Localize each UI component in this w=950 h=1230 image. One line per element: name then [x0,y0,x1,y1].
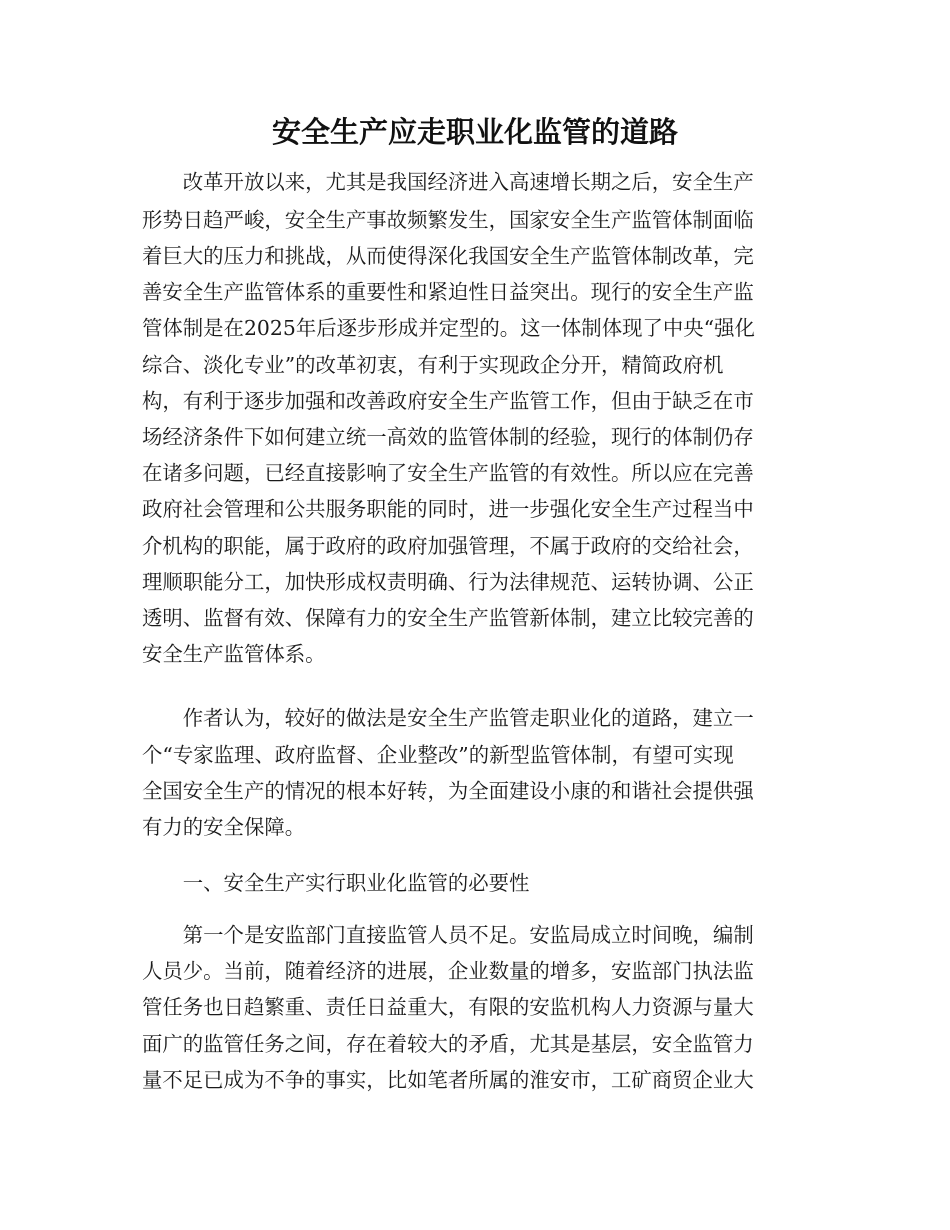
paragraph-1-line: 善安全生产监管体系的重要性和紧迫性日益突出。现行的安全生产监 [142,280,754,304]
paragraph-4-line: 人员少。当前，随着经济的进展，企业数量的增多，安监部门执法监 [142,959,754,983]
paragraph-2-line: 有力的安全保障。 [142,815,306,839]
paragraph-2-line: 全国安全生产的情况的根本好转，为全面建设小康的和谐社会提供强 [142,779,754,803]
paragraph-1-line: 透明、监督有效、保障有力的安全生产监管新体制，建立比较完善的 [142,606,754,630]
paragraph-2-line: 个“专家监理、政府监督、企业整改”的新型监管体制，有望可实现 [142,743,734,767]
paragraph-1-line: 管体制是在2025年后逐步形成并定型的。这一体制体现了中央“强化 [142,316,755,340]
paragraph-1-line: 政府社会管理和公共服务职能的同时，进一步强化安全生产过程当中 [142,497,754,521]
paragraph-4-line: 管任务也日趋繁重、责任日益重大，有限的安监机构人力资源与量大 [142,995,754,1019]
paragraph-1-line: 着巨大的压力和挑战，从而使得深化我国安全生产监管体制改革，完 [142,244,754,268]
paragraph-1-line: 理顺职能分工，加快形成权责明确、行为法律规范、运转协调、公正 [142,570,754,594]
paragraph-4-line: 第一个是安监部门直接监管人员不足。安监局成立时间晚，编制 [142,923,754,947]
paragraph-4-line: 面广的监管任务之间，存在着较大的矛盾，尤其是基层，安全监管力 [142,1032,754,1056]
paragraph-1-line: 在诸多问题，已经直接影响了安全生产监管的有效性。所以应在完善 [142,461,754,485]
document-title: 安全生产应走职业化监管的道路 [271,115,678,149]
paragraph-4-line: 量不足已成为不争的事实，比如笔者所属的淮安市，工矿商贸企业大 [142,1068,754,1092]
paragraph-1-line: 改革开放以来，尤其是我国经济进入高速增长期之后，安全生产 [142,170,754,194]
paragraph-1-line: 形势日趋严峻，安全生产事故频繁发生，国家安全生产监管体制面临 [142,208,754,232]
paragraph-1-line: 场经济条件下如何建立统一高效的监管体制的经验，现行的体制仍存 [142,425,754,449]
paragraph-1-line: 安全生产监管体系。 [142,642,326,666]
section-heading: 一、安全生产实行职业化监管的必要性 [142,871,530,895]
paragraph-2-line: 作者认为，较好的做法是安全生产监管走职业化的道路，建立一 [142,706,754,730]
paragraph-1-line: 构，有利于逐步加强和改善政府安全生产监管工作，但由于缺乏在市 [142,389,754,413]
paragraph-1-line: 介机构的职能，属于政府的政府加强管理，不属于政府的交给社会， [142,534,754,558]
paragraph-1-line: 综合、淡化专业”的改革初衷，有利于实现政企分开，精简政府机 [142,353,724,377]
